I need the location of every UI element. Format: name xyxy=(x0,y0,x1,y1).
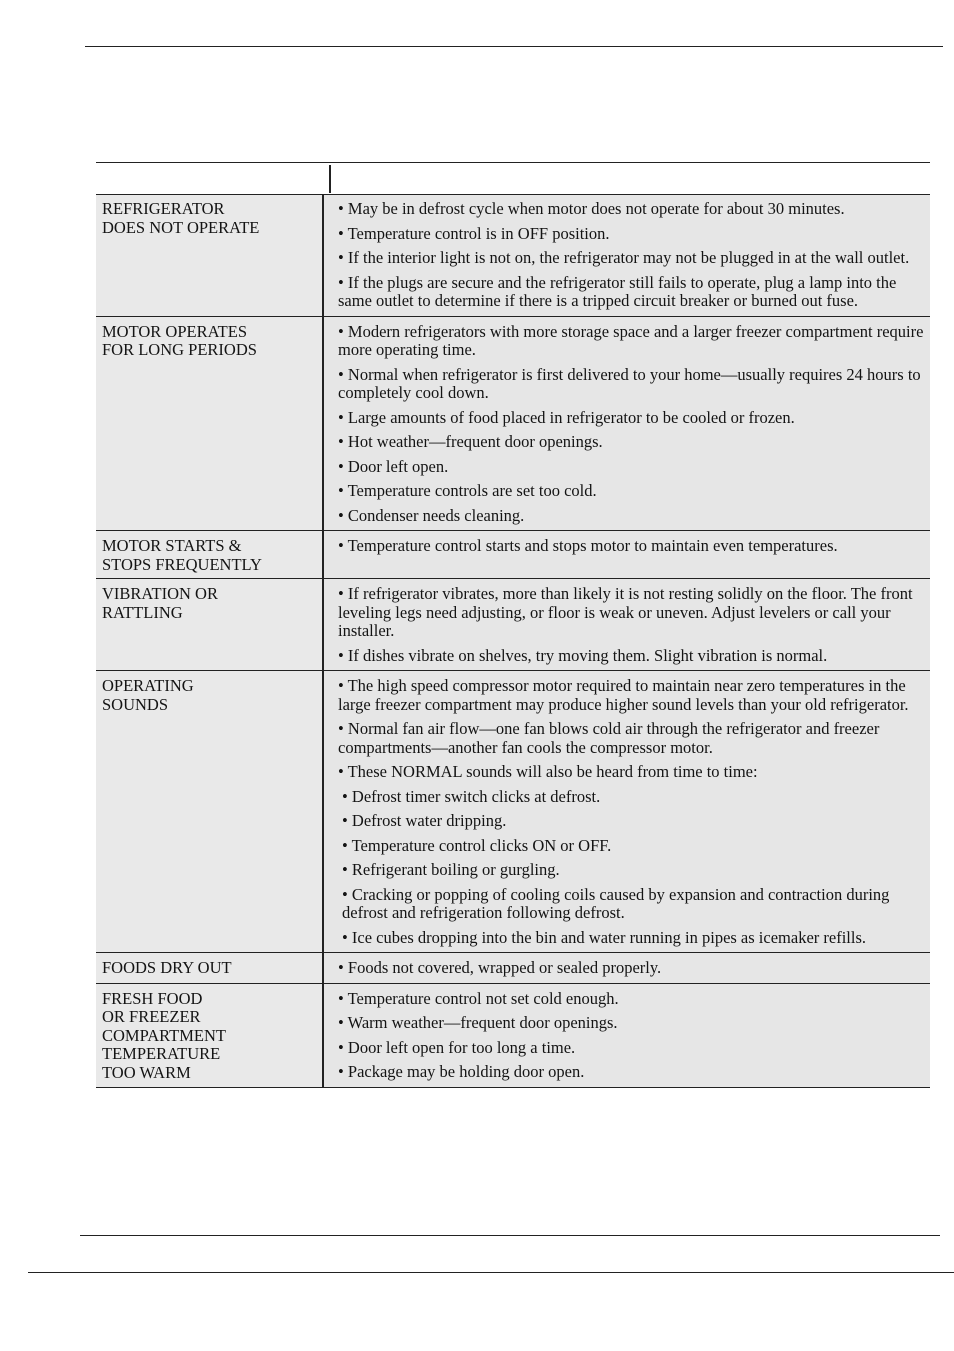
troubleshooting-table xyxy=(96,162,930,1088)
problem-line: DOES NOT OPERATE xyxy=(102,217,260,237)
problem-line: OPERATING xyxy=(102,676,194,695)
problem-cell xyxy=(96,531,324,578)
problem-cell xyxy=(96,671,324,952)
cause-item: • Temperature control clicks ON or OFF. xyxy=(342,835,612,855)
problem-cell xyxy=(96,194,324,316)
problem-line: MOTOR OPERATES xyxy=(102,321,248,341)
problem-line: OR FREEZER xyxy=(102,1007,201,1026)
cause-item: • Normal fan air flow—one fan blows cold air through the refrigerator and freezer compartments—another fan cools the compressor motor. xyxy=(338,719,880,757)
cause-item: • Warm weather—frequent door openings. xyxy=(338,1013,618,1032)
cause-item: • Cracking or popping of cooling coils caused by expansion and contraction during defrost and refrigeration following defrost. xyxy=(342,884,890,922)
cause-item: • Temperature control not set cold enough. xyxy=(338,988,619,1008)
bottom-rule xyxy=(80,1235,940,1236)
problem-line: VIBRATION OR xyxy=(102,584,218,603)
cause-item: • The high speed compressor motor required to maintain near zero temperatures in the large freezer compartment may produce higher sound levels than your old refrigerator. xyxy=(338,676,909,714)
table-body xyxy=(96,194,930,1088)
cause-item: • If dishes vibrate on shelves, try moving them. Slight vibration is normal. xyxy=(338,645,828,665)
table-row xyxy=(96,984,930,1088)
causes-cell xyxy=(324,579,930,670)
cause-item: • Foods not covered, wrapped or sealed properly. xyxy=(338,958,662,977)
causes-cell xyxy=(324,953,930,983)
cause-item: • Hot weather—frequent door openings. xyxy=(338,432,603,451)
problem-line: STOPS FREQUENTLY xyxy=(102,554,262,574)
causes-cell xyxy=(324,671,930,952)
cause-item: • Package may be holding door open. xyxy=(338,1062,585,1081)
problem-line: RATTLING xyxy=(102,602,183,622)
problem-line: FRESH FOOD xyxy=(102,988,203,1008)
problem-cell xyxy=(96,317,324,531)
cause-item: • If the interior light is not on, the refrigerator may not be plugged in at the wall outlet. xyxy=(338,248,910,267)
table-row xyxy=(96,317,930,532)
cause-item: • If the plugs are secure and the refrigerator still fails to operate, plug a lamp into the same outlet to determine if there is a tripped circuit breaker or burned out fuse. xyxy=(338,272,897,310)
cause-item: • Defrost timer switch clicks at defrost. xyxy=(342,786,601,806)
cause-item: • Door left open. xyxy=(338,456,449,476)
table-row xyxy=(96,194,930,317)
cause-item: • Defrost water dripping. xyxy=(342,811,507,830)
cause-item: • Normal when refrigerator is first delivered to your home—usually requires 24 hours to completely cool down. xyxy=(338,364,921,402)
cause-item: • Condenser needs cleaning. xyxy=(338,505,525,525)
problem-line: TOO WARM xyxy=(102,1062,191,1082)
problem-cell xyxy=(96,984,324,1087)
causes-cell xyxy=(324,531,930,578)
problem-cell xyxy=(96,953,324,983)
cause-item: • May be in defrost cycle when motor does not operate for about 30 minutes. xyxy=(338,199,845,218)
top-rule xyxy=(85,46,943,47)
causes-cell xyxy=(324,984,930,1087)
cause-item: • Large amounts of food placed in refrigerator to be cooled or frozen. xyxy=(338,407,795,427)
problem-line: FOODS DRY OUT xyxy=(102,958,232,977)
cause-item: • Refrigerant boiling or gurgling. xyxy=(342,860,560,879)
problem-line: FOR LONG PERIODS xyxy=(102,340,257,359)
table-row xyxy=(96,531,930,579)
causes-cell xyxy=(324,194,930,316)
problem-line: MOTOR STARTS & xyxy=(102,536,242,555)
table-row xyxy=(96,953,930,984)
problem-line: REFRIGERATOR xyxy=(102,199,225,218)
problem-line: COMPARTMENT xyxy=(102,1025,227,1045)
cause-item: • These NORMAL sounds will also be heard from time to time: xyxy=(338,762,758,781)
cause-item: • If refrigerator vibrates, more than likely it is not resting solidly on the floor. The front leveling legs need adjusting, or floor is weak or uneven. Adjust levelers or call your installer. xyxy=(338,584,913,640)
causes-cell xyxy=(324,317,930,531)
cause-item: • Temperature control is in OFF position. xyxy=(338,223,610,243)
problem-cell xyxy=(96,579,324,670)
cause-item: • Door left open for too long a time. xyxy=(338,1037,576,1057)
header-divider xyxy=(329,165,331,193)
problem-line: SOUNDS xyxy=(102,694,169,714)
cause-item: • Temperature controls are set too cold. xyxy=(338,481,597,500)
cause-item: • Ice cubes dropping into the bin and water running in pipes as icemaker refills. xyxy=(342,927,866,947)
footer-rule xyxy=(28,1272,954,1273)
cause-item: • Modern refrigerators with more storage space and a larger freezer compartment require more operating time. xyxy=(338,321,924,359)
table-header-row xyxy=(96,162,930,194)
table-row xyxy=(96,579,930,671)
header-bottom-rule xyxy=(96,194,930,195)
problem-line: TEMPERATURE xyxy=(102,1044,221,1063)
table-row xyxy=(96,671,930,953)
cause-item: • Temperature control starts and stops motor to maintain even temperatures. xyxy=(338,536,838,555)
